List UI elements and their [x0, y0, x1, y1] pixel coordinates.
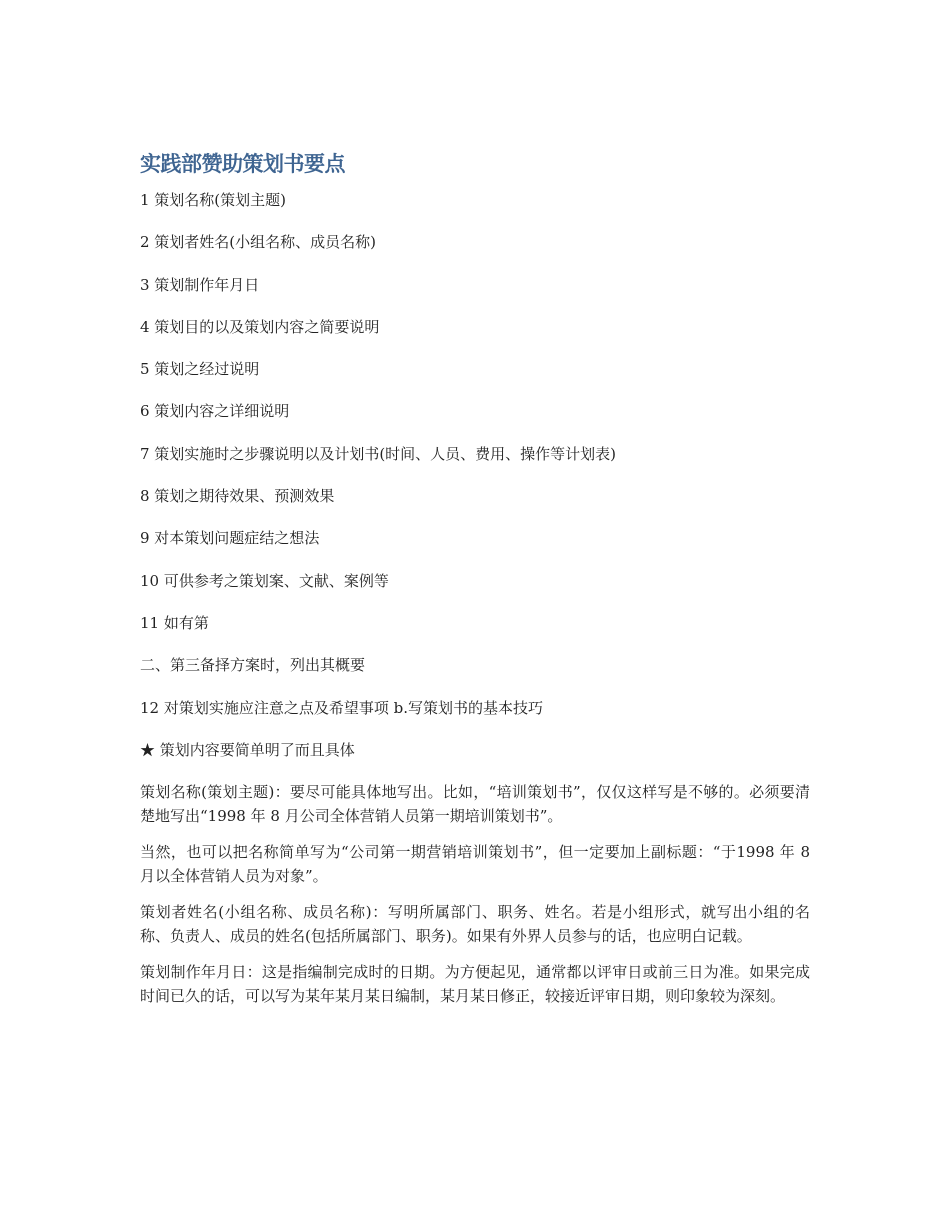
list-item: 12 对策划实施应注意之点及希望事项 b.写策划书的基本技巧	[140, 698, 543, 717]
list-item: 6 策划内容之详细说明	[140, 402, 290, 421]
paragraph: 策划制作年月日：这是指编制完成时的日期。为方便起见，通常都以评审日或前三日为准。如果完成时间已久的话，可以写为某年某月某日编制，某月某日修正，较接近评审日期，则印象较为深刻。	[140, 963, 810, 1006]
list-item: 8 策划之期待效果、预测效果	[140, 487, 335, 506]
list-item: 9 对本策划问题症结之想法	[140, 529, 320, 548]
list-item: ★ 策划内容要简单明了而且具体	[140, 740, 355, 759]
list-item: 10 可供参考之策划案、文献、案例等	[140, 571, 389, 590]
list-item: 5 策划之经过说明	[140, 360, 260, 379]
list-item: 二、第三备择方案时，列出其概要	[140, 656, 366, 675]
list-item: 11 如有第	[140, 613, 209, 632]
document-title: 实践部赞助策划书要点	[140, 152, 345, 176]
paragraph: 策划名称(策划主题)：要尽可能具体地写出。比如，“培训策划书”，仅仅这样写是不够的。必须要清楚地写出“1998 年 8 月公司全体营销人员第一期培训策划书”。	[140, 783, 810, 826]
document-page	[140, 148, 810, 1020]
list-item: 2 策划者姓名(小组名称、成员名称)	[140, 233, 377, 252]
body-text	[140, 780, 810, 1008]
list-item: 1 策划名称(策划主题)	[140, 191, 287, 209]
paragraph: 策划者姓名(小组名称、成员名称)：写明所属部门、职务、姓名。若是小组形式，就写出小组的名称、负责人、成员的姓名(包括所属部门、职务)。如果有外界人员参与的话，也应明白记载。	[140, 903, 810, 946]
list-item: 3 策划制作年月日	[140, 275, 260, 294]
outline-list	[140, 188, 810, 762]
list-item: 4 策划目的以及策划内容之简要说明	[140, 317, 380, 336]
list-item: 7 策划实施时之步骤说明以及计划书(时间、人员、费用、操作等计划表)	[140, 444, 617, 463]
paragraph: 当然，也可以把名称简单写为“公司第一期营销培训策划书”，但一定要加上副标题：“于1998 年 8 月以全体营销人员为对象”。	[140, 843, 810, 886]
